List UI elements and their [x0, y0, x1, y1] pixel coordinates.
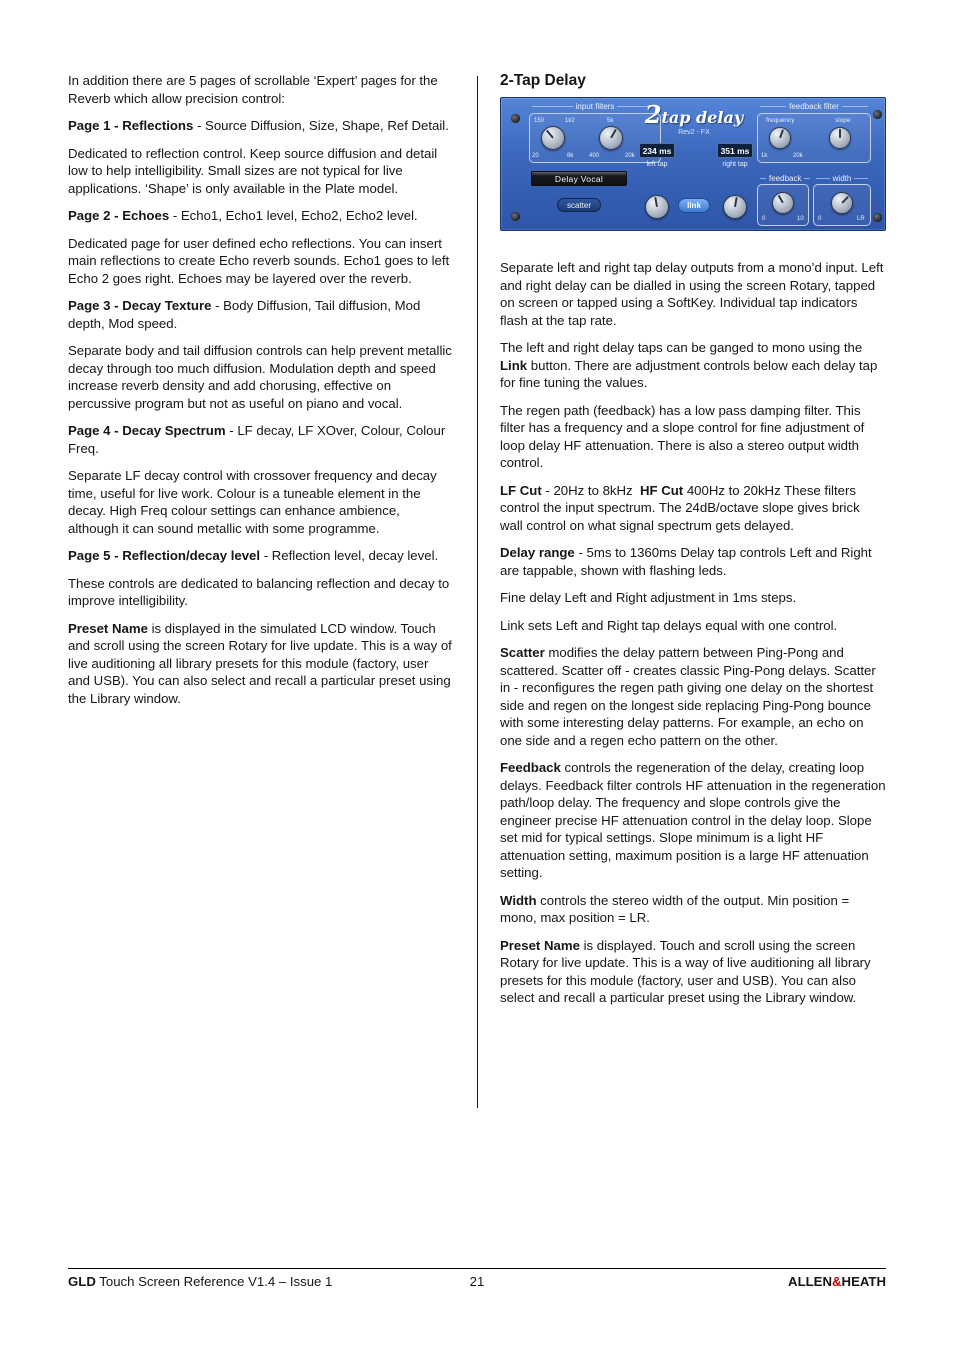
- hf-cut-term: HF Cut: [639, 482, 684, 498]
- page1-params: - Source Diffusion, Size, Shape, Ref Detail.: [193, 118, 449, 133]
- page2-title: Page 2 - Echoes: [68, 208, 170, 223]
- knob-pointer: [546, 130, 554, 139]
- reverb-expert-intro: In addition there are 5 pages of scrollable ‘Expert’ pages for the Reverb which allow precision control:: [68, 73, 438, 106]
- plugin-title-2: 2: [644, 100, 662, 129]
- delay-range-term: Delay range: [500, 545, 575, 560]
- tick-label: 400: [589, 153, 600, 159]
- page3-title: Page 3 - Decay Texture: [68, 298, 212, 313]
- page3-decay-texture-paragraph: [68, 297, 454, 332]
- tick-label: 20: [532, 153, 539, 159]
- feedback-paragraph: [500, 759, 886, 882]
- lf-cut-knob: [541, 126, 565, 150]
- page3-params: - Body Diffusion, Tail diffusion, Mod depth, Mod speed.: [68, 298, 421, 331]
- frequency-label: frequency: [766, 117, 795, 124]
- link-paragraph: [500, 339, 886, 392]
- scatter-button-label: scatter: [566, 200, 591, 210]
- delay-preset-term: Preset Name: [500, 937, 580, 953]
- tick-label: 150: [534, 118, 545, 124]
- delay-range-text: - 5ms to 1360ms Delay tap controls Left and Right are tappable, shown with flashing leds.: [500, 545, 872, 578]
- page3-body: Separate body and tail diffusion controls can help prevent metallic decay through too much diffusion. Modulation depth and speed increase reverb density and add chorusing, effective on percussive program but not as useful on piano and vocal.: [68, 343, 452, 411]
- page4-decay-spectrum-paragraph: [68, 422, 454, 457]
- reverb-preset-name-paragraph: [68, 620, 454, 708]
- feedback-label-text: feedback: [769, 174, 802, 183]
- feedback-frequency-knob: [769, 127, 791, 149]
- feedback-filter-label-text: feedback filter: [789, 102, 839, 111]
- input-filters-label-text: input filters: [575, 102, 615, 111]
- right-column: [500, 72, 886, 1017]
- footer-rule: [68, 1268, 886, 1269]
- link-pre: The left and right delay taps can be ganged to mono using the: [500, 340, 863, 355]
- page1-reflections-paragraph: [68, 117, 454, 135]
- width-knob: [831, 192, 853, 214]
- knob-pointer: [841, 196, 849, 204]
- knob-pointer: [778, 195, 784, 204]
- tick-label: 1k2: [565, 118, 575, 124]
- tick-label: LR: [857, 216, 865, 222]
- width-term: Width: [500, 892, 537, 908]
- link-post: button. There are adjustment controls below each delay tap for fine tuning the values.: [500, 357, 878, 390]
- brand-ampersand: &: [832, 1274, 842, 1289]
- plugin-title-text: tap delay: [661, 108, 744, 127]
- knob-pointer: [654, 197, 658, 207]
- page4-body: Separate LF decay control with crossover frequency and decay time, useful for live work. Colour is a tuneable element in the decay. High Freq colour settings can enhance ambience, although it can sound metallic with some programme.: [68, 468, 437, 536]
- delay-range-paragraph: [500, 544, 886, 579]
- scatter-term: Scatter: [500, 645, 545, 660]
- link-term: Link: [500, 357, 528, 373]
- footer-doc-title-rest: Touch Screen Reference V1.4 – Issue 1: [95, 1274, 333, 1289]
- feedback-term: Feedback: [500, 760, 561, 775]
- feedback-filter-label: [757, 102, 871, 111]
- delay-preset-text: is displayed. Touch and scroll using the screen Rotary for live update. This is a way of live auditioning all library presets for this module (factory, user and USB). You can also select and recall a particular preset using the Library window.: [500, 937, 871, 1005]
- brand-heath: HEATH: [841, 1274, 886, 1289]
- column-divider: [477, 76, 478, 1108]
- right-fine-delay-knob: [723, 195, 747, 219]
- right-tap-time: 351 ms: [720, 145, 750, 156]
- page1-body: Dedicated to reflection control. Keep source diffusion and detail low to help intelligibility. Small sizes are not typical for live applications. ‘Shape’ is only available in the Plate model.: [68, 145, 438, 196]
- plugin-subtitle: Rev2 - FX: [678, 129, 710, 136]
- filters-paragraph: [500, 482, 886, 535]
- preset-name-text: is displayed in the simulated LCD window. Touch and scroll using the screen Rotary for live update. This is a way of live auditioning all library presets for this module (factory, user and USB). You can also select and recall a particular preset using the Library window.: [68, 620, 452, 706]
- page5-body: These controls are dedicated to balancing reflection and decay to improve intelligibility.: [68, 575, 450, 608]
- scatter-button: [557, 198, 601, 212]
- knob-pointer: [610, 129, 617, 139]
- section-heading-2-tap-delay: 2-Tap Delay: [500, 72, 586, 89]
- tick-label: 0: [818, 216, 822, 222]
- brand-allen: ALLEN: [788, 1274, 833, 1289]
- footer-page-number: 21: [469, 1274, 485, 1289]
- slope-label: slope: [835, 117, 851, 124]
- tick-label: 20k: [793, 153, 803, 159]
- delay-preset-name-paragraph: [500, 937, 886, 1007]
- page2-body: Dedicated page for user defined echo reflections. You can insert main reflections to create Echo reverb sounds. Echo1 goes to left Echo 2 goes right. Echoes may be layered over the reverb.: [68, 235, 450, 286]
- left-tap-label: left tap: [646, 161, 668, 168]
- regen-paragraph: The regen path (feedback) has a low pass damping filter. This filter has a frequency and a slope control for fine adjustment of loop delay HF attenuation. There is also a stereo output width control.: [500, 402, 865, 470]
- fine-delay-paragraph: Fine delay Left and Right adjustment in 1ms steps.: [500, 590, 797, 605]
- filters-rest: 400Hz to 20kHz These filters control the input spectrum. The 24dB/octave slope gives brick wall control on what signal spectrum gets delayed.: [500, 482, 860, 533]
- left-fine-delay-knob: [645, 195, 669, 219]
- tick-label: 0: [762, 216, 766, 222]
- page5-reflection-decay-paragraph: [68, 547, 454, 565]
- screw-icon: [511, 114, 520, 123]
- page5-title: Page 5 - Reflection/decay level: [68, 548, 261, 563]
- preset-display: [531, 171, 627, 186]
- width-label-text: width: [832, 174, 852, 183]
- page2-params: - Echo1, Echo1 level, Echo2, Echo2 level.: [169, 208, 418, 223]
- page1-title: Page 1 - Reflections: [68, 118, 194, 133]
- right-tap-label: right tap: [722, 161, 748, 168]
- screw-icon: [873, 110, 882, 119]
- screw-icon: [873, 213, 882, 222]
- preset-display-text: Delay Vocal: [554, 173, 604, 184]
- screw-icon: [511, 212, 520, 221]
- tap-delay-intro: Separate left and right tap delay outputs from a mono’d input. Left and right delay can be dialled in using the screen Rotary, tapped on screen or tapped using a SoftKey. Individual tap indicators flash at the tap rate.: [500, 260, 884, 328]
- feedback-text: controls the regeneration of the delay, creating loop delays. Feedback filter controls HF attenuation in the regeneration path/loop delay. The frequency and slope controls give the engineer precise HF attenuation control in the delay loop. Slope set mid for typical settings. Slope minimum is a light HF attenuation setting, maximum position is a large HF attenuation setting.: [500, 760, 886, 880]
- link-sets-paragraph: Link sets Left and Right tap delays equal with one control.: [500, 617, 838, 633]
- tick-label: 20k: [625, 153, 635, 159]
- feedback-label: [757, 174, 809, 183]
- link-button: [678, 198, 710, 213]
- footer-brand-logo: [788, 1274, 886, 1289]
- input-filters-label: [529, 102, 661, 111]
- page4-params: - LF decay, LF XOver, Colour, Colour Freq.: [68, 423, 446, 456]
- left-tap-time-display: [639, 143, 675, 158]
- lf-cut-term: LF Cut: [500, 482, 542, 498]
- scatter-paragraph: [500, 644, 886, 749]
- hf-cut-knob: [599, 126, 623, 150]
- page4-title: Page 4 - Decay Spectrum: [68, 423, 226, 438]
- footer: [68, 1274, 886, 1292]
- scatter-text: modifies the delay pattern between Ping-Pong and scattered. Scatter off - creates classic Ping-Pong delays. Scatter in - reconfigures the regen path giving one delay on the shortest side and regen on the longest side replacing Ping-Pong bounce with some interesting delay patterns. For example, an echo on one side and a regen echo pattern on the other.: [500, 645, 876, 748]
- width-label: [813, 174, 871, 183]
- tap-delay-screenshot: [500, 97, 886, 231]
- link-button-label: link: [687, 201, 701, 210]
- tick-label: 8k: [567, 153, 574, 159]
- page2-echoes-paragraph: [68, 207, 454, 225]
- knob-pointer: [734, 197, 738, 207]
- preset-name-term: Preset Name: [68, 620, 148, 636]
- left-column: [68, 72, 454, 717]
- tick-label: 5k: [607, 118, 614, 124]
- width-text: controls the stereo width of the output. Min position = mono, max position = LR.: [500, 892, 850, 925]
- left-tap-time: 234 ms: [642, 145, 672, 156]
- page5-params: - Reflection level, decay level.: [260, 548, 439, 563]
- footer-doc-title-bold: GLD: [68, 1274, 96, 1289]
- filters-mid: - 20Hz to 8kHz: [541, 482, 640, 498]
- tick-label: 10: [797, 216, 804, 222]
- feedback-slope-knob: [829, 127, 851, 149]
- knob-pointer: [839, 129, 841, 138]
- tick-label: 1k: [761, 153, 768, 159]
- width-paragraph: [500, 892, 886, 927]
- feedback-knob: [772, 192, 794, 214]
- knob-pointer: [779, 129, 784, 138]
- right-tap-time-display: [717, 143, 753, 158]
